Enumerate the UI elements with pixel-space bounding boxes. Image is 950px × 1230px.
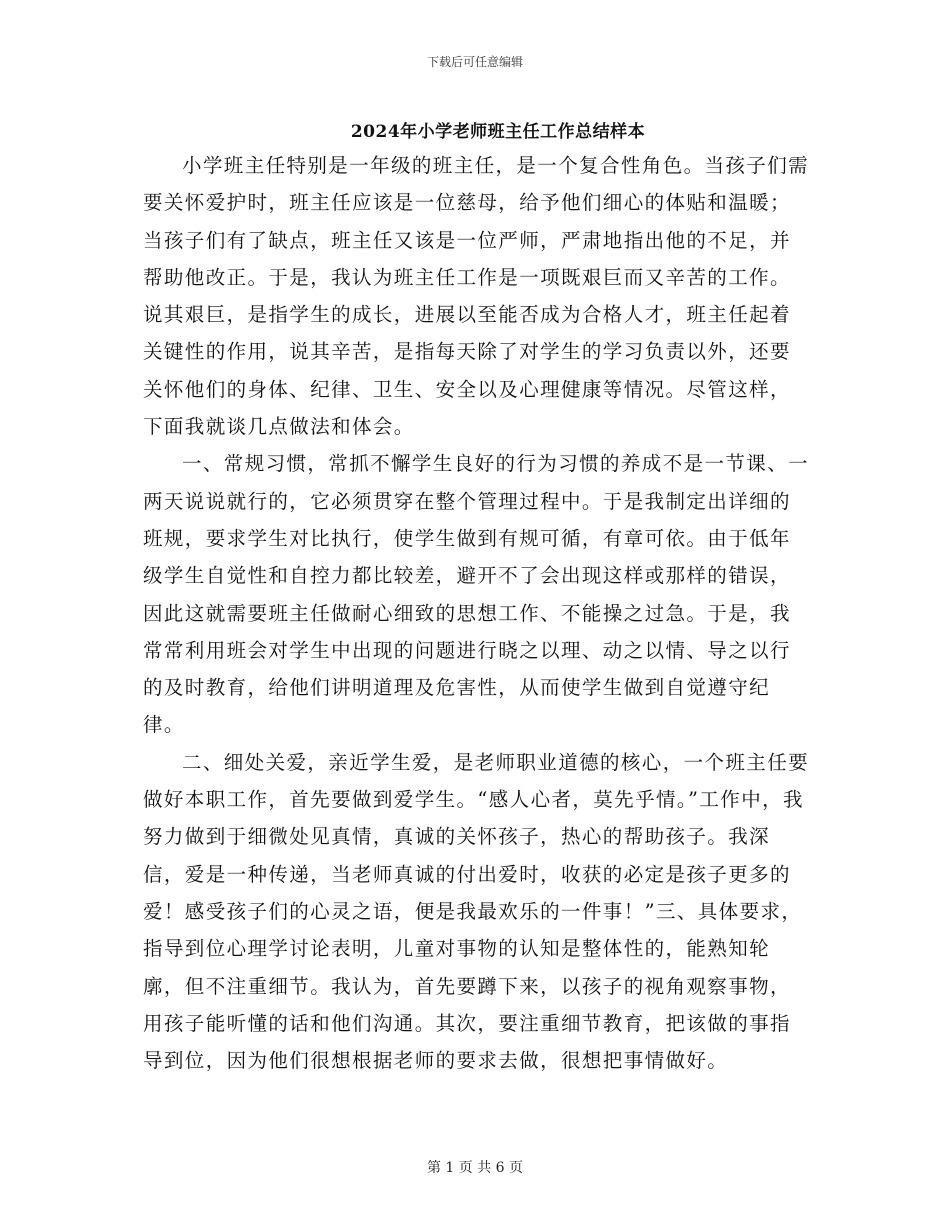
paragraph-habits: 一、常规习惯，常抓不懈学生良好的行为习惯的养成不是一节课、一两天说说就行的，它必须贯穿在整个管理过程中。于是我制定出详细的班规，要求学生对比执行，使学生做到有规可循，有章可依。由于低年级学生自觉性和自控力都比较差，避开不了会出现这样或那样的错误，因此这就需要班主任做耐心细致的思想工作、不能操之过急。于是，我常常利用班会对学生中出现的问题进行晓之以理、动之以情、导之以行的及时教育，给他们讲明道理及危害性，从而使学生做到自觉遵守纪律。 [143,452,810,737]
paragraph-intro: 小学班主任特别是一年级的班主任，是一个复合性角色。当孩子们需要关怀爱护时，班主任应该是一位慈母，给予他们细心的体贴和温暖；当孩子们有了缺点，班主任又该是一位严师，严肃地指出他的不足，并帮助他改正。于是，我认为班主任工作是一项既艰巨而又辛苦的工作。说其艰巨，是指学生的成长，进展以至能否成为合格人才，班主任起着关键性的作用，说其辛苦，是指每天除了对学生的学习负责以外，还要关怀他们的身体、纪律、卫生、安全以及心理健康等情况。尽管这样，下面我就谈几点做法和体会。 [143,154,810,439]
document-body [143,147,811,1079]
page-header-note: 下载后可任意编辑 [426,55,523,69]
paragraph-care: 二、细处关爱，亲近学生爱，是老师职业道德的核心，一个班主任要做好本职工作，首先要做到爱学生。“感人心者，莫先乎情。”工作中，我努力做到于细微处见真情，真诚的关怀孩子，热心的帮助孩子。我深信，爱是一种传递，当老师真诚的付出爱时，收获的必定是孩子更多的爱！感受孩子们的心灵之语，便是我最欢乐的一件事！”三、具体要求，指导到位心理学讨论表明，儿童对事物的认知是整体性的，能熟知轮廓，但不注重细节。我认为，首先要蹲下来，以孩子的视角观察事物，用孩子能听懂的话和他们沟通。其次，要注重细节教育，把该做的事指导到位，因为他们很想根据老师的要求去做，很想把事情做好。 [143,750,810,1073]
document-title: 2024年小学老师班主任工作总结样本 [350,122,646,142]
page-number: 第 1 页 共 6 页 [426,1160,524,1176]
